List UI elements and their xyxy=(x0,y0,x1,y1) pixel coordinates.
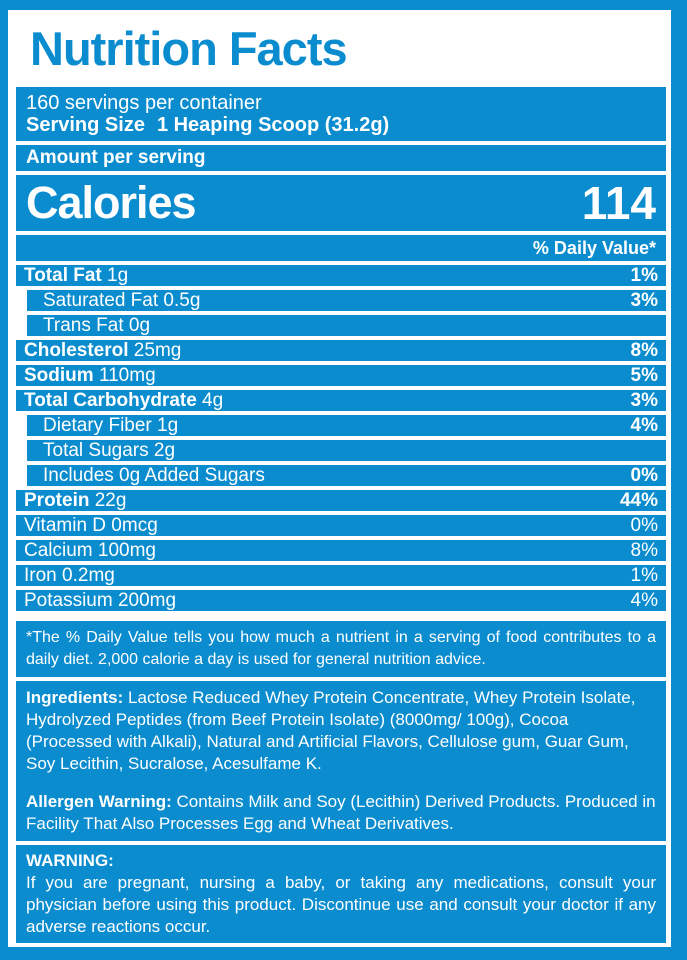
amount-per-serving-header: Amount per serving xyxy=(16,145,666,171)
nutrient-row-iron xyxy=(16,565,666,586)
nutrient-daily-value: 8% xyxy=(630,540,658,561)
nutrient-row-dietary-fiber xyxy=(27,415,666,436)
allergen-paragraph xyxy=(26,791,656,835)
calories-value: 114 xyxy=(581,177,656,229)
nutrient-daily-value: 1% xyxy=(630,565,658,586)
daily-value-header: % Daily Value* xyxy=(16,235,666,261)
ingredients-paragraph xyxy=(26,687,656,775)
nutrient-name-amount: Vitamin D 0mcg xyxy=(24,515,158,536)
nutrient-name-amount: Saturated Fat 0.5g xyxy=(43,290,201,311)
nutrient-row-saturated-fat xyxy=(27,290,666,311)
nutrient-name-amount: Total Fat 1g xyxy=(24,265,129,286)
servings-per-container: 160 servings per container xyxy=(26,92,262,114)
nutrient-row-potassium xyxy=(16,590,666,611)
nutrient-row-cholesterol xyxy=(16,340,666,361)
nutrient-daily-value: 0% xyxy=(630,515,658,536)
nutrient-name-amount: Calcium 100mg xyxy=(24,540,156,561)
calories-label: Calories xyxy=(26,177,196,228)
nutrient-daily-value: 4% xyxy=(630,590,658,611)
nutrient-name-amount: Cholesterol 25mg xyxy=(24,340,182,361)
nutrient-name-amount: Iron 0.2mg xyxy=(24,565,115,586)
serving-size-label: Serving Size xyxy=(26,114,145,136)
label-inner xyxy=(8,10,671,947)
nutrient-daily-value: 0% xyxy=(630,465,658,486)
serving-size-value: 1 Heaping Scoop (31.2g) xyxy=(156,114,390,136)
nutrient-daily-value: 8% xyxy=(630,340,658,361)
calories-box xyxy=(16,175,666,231)
page-title: Nutrition Facts xyxy=(30,22,347,75)
daily-value-footnote: *The % Daily Value tells you how much a nutrient in a serving of food contributes to a daily diet. 2,000 calorie a day is used for general nutrition advice. xyxy=(16,621,666,677)
allergen-text: Contains Milk and Soy (Lecithin) Derived Products. Produced in Facility That Also Processes Egg and Wheat Derivatives. xyxy=(26,792,656,833)
nutrient-row-total-carbohydrate xyxy=(16,390,666,411)
warning-box xyxy=(16,845,666,943)
nutrient-row-protein xyxy=(16,490,666,511)
nutrient-row-total-fat xyxy=(16,265,666,286)
nutrient-name-amount: Total Carbohydrate 4g xyxy=(24,390,224,411)
nutrient-name-amount: Includes 0g Added Sugars xyxy=(43,465,265,486)
nutrient-name-amount: Protein 22g xyxy=(24,490,127,511)
nutrient-row-includes-0g-added-sugars xyxy=(27,465,666,486)
nutrient-name-amount: Sodium 110mg xyxy=(24,365,156,386)
nutrient-row-sodium xyxy=(16,365,666,386)
allergen-label: Allergen Warning: xyxy=(26,792,172,811)
nutrient-daily-value: 3% xyxy=(630,290,658,311)
nutrient-row-trans-fat xyxy=(27,315,666,336)
ingredients-box xyxy=(16,681,666,841)
nutrient-name-amount: Potassium 200mg xyxy=(24,590,177,611)
nutrient-rows xyxy=(16,265,666,511)
nutrient-name-amount: Dietary Fiber 1g xyxy=(43,415,179,436)
nutrient-daily-value: 1% xyxy=(630,265,658,286)
serving-size-line xyxy=(26,114,656,136)
nutrient-row-calcium xyxy=(16,540,666,561)
ingredients-label: Ingredients: xyxy=(26,688,124,707)
nutrient-daily-value: 5% xyxy=(630,365,658,386)
warning-text: If you are pregnant, nursing a baby, or taking any medications, consult your physician before using this product. Discontinue use and consult your doctor if any adverse reactions occur. xyxy=(26,873,656,936)
vitamin-rows xyxy=(16,515,666,611)
nutrient-name-amount: Trans Fat 0g xyxy=(43,315,151,336)
nutrient-daily-value: 3% xyxy=(630,390,658,411)
serving-info-box xyxy=(16,87,666,141)
nutrient-row-total-sugars xyxy=(27,440,666,461)
nutrient-name-amount: Total Sugars 2g xyxy=(43,440,176,461)
ingredients-text: Lactose Reduced Whey Protein Concentrate, Whey Protein Isolate, Hydrolyzed Peptides (from Beef Protein Isolate) (8000mg/ 100g), Cocoa (Processed with Alkali), Natural and Artificial Flavors, Cellulose gum, Guar Gum, Soy Lecithin, Sucralose, Acesulfame K. xyxy=(26,688,636,773)
warning-label: WARNING: xyxy=(26,851,114,870)
nutrient-row-vitamin-d xyxy=(16,515,666,536)
nutrient-daily-value: 4% xyxy=(630,415,658,436)
nutrient-daily-value: 44% xyxy=(619,490,658,511)
